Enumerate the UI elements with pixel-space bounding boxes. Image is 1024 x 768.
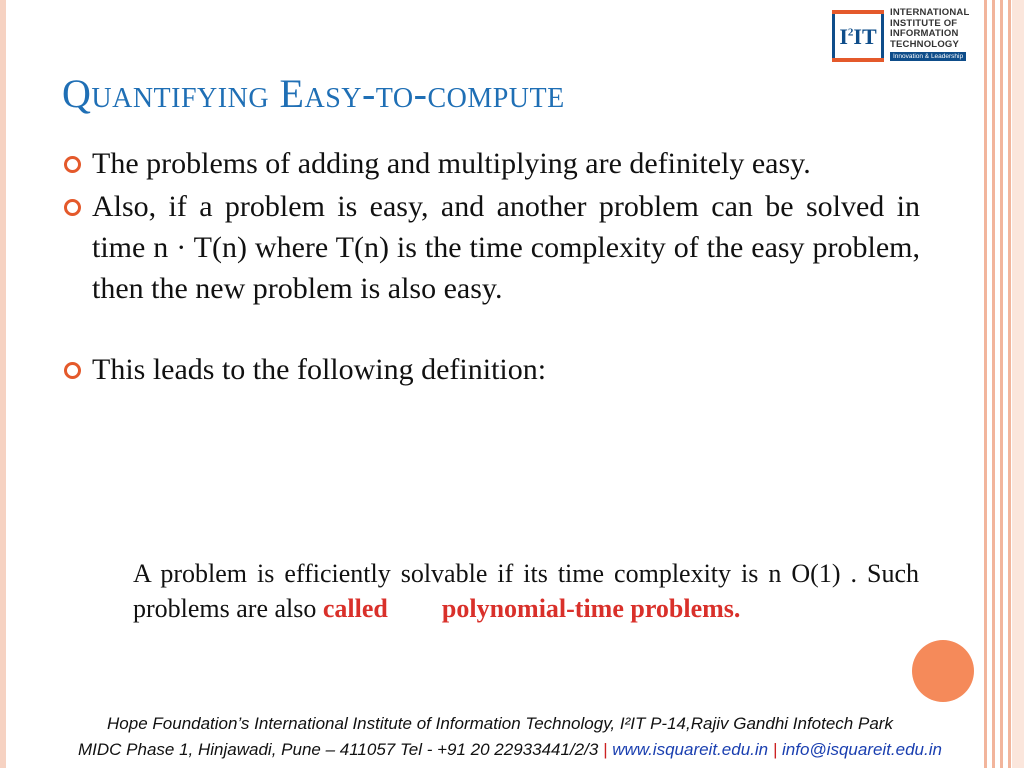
bullet-icon [64, 199, 81, 216]
left-border [0, 0, 6, 768]
decorative-circle [912, 640, 974, 702]
footer-contact-line: MIDC Phase 1, Hinjawadi, Pune – 411057 Tel - +91 20 22933441/2/3 | www.isquareit.edu.in | info@isquareit.edu.in [78, 740, 942, 759]
bullet-icon [64, 362, 81, 379]
email-link[interactable]: info@isquareit.edu.in [782, 740, 942, 759]
bullet-item: This leads to the following definition: [62, 349, 920, 390]
right-border-fill [1012, 0, 1024, 768]
right-border-stripe [992, 0, 995, 768]
footer-address-line: Hope Foundation’s International Institute of Information Technology, I²IT P-14,Rajiv Gandhi Infotech Park [107, 714, 893, 733]
right-border-stripe [1008, 0, 1011, 768]
website-link[interactable]: www.isquareit.edu.in [612, 740, 769, 759]
right-border-stripe [1000, 0, 1003, 768]
slide-title: Quantifying Easy-to-compute [62, 71, 565, 116]
logo-text: INTERNATIONAL INSTITUTE OF INFORMATION TECHNOLOGY [890, 7, 970, 50]
definition-highlight: called [322, 594, 388, 623]
bullet-item: The problems of adding and multiplying are definitely easy. [62, 143, 920, 184]
definition-highlight: polynomial-time problems. [441, 594, 741, 623]
definition-text: A problem is efficiently solvable if its time complexity is n O(1) . Such problems are also called polynomial-time problems. [133, 559, 919, 623]
bullet-icon [64, 156, 81, 173]
logo-tagline: Innovation & Leadership [890, 52, 966, 61]
bullet-list [62, 143, 920, 390]
logo-emblem [832, 10, 884, 62]
logo-mark: $I^2IT$ [839, 24, 877, 49]
institute-logo [830, 6, 976, 66]
right-border-stripe [984, 0, 987, 768]
bullet-item: Also, if a problem is easy, and another problem can be solved in time n · T(n) where T(n) is the time complexity of the easy problem, then the new problem is also easy. [62, 186, 920, 309]
